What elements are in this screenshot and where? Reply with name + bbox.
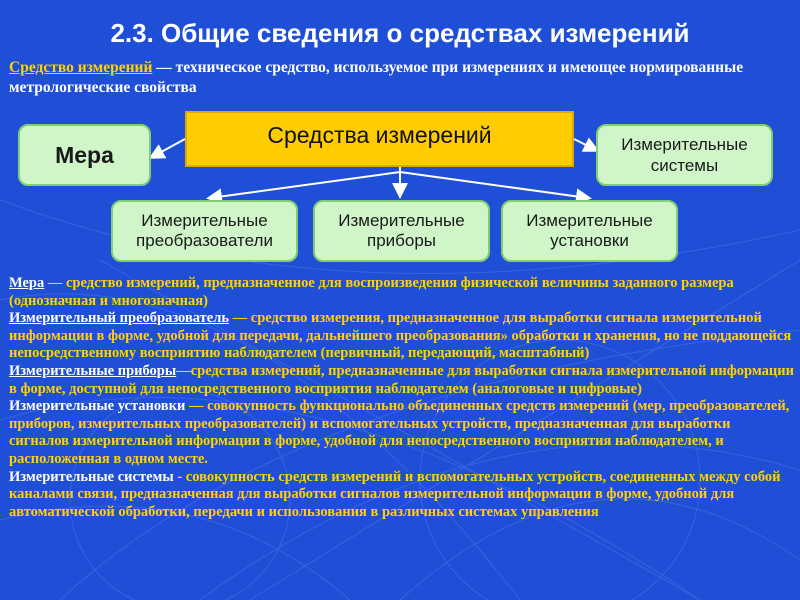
term-converter: Измерительный преобразователь: [9, 310, 230, 327]
arrow-to-converters: [210, 172, 400, 198]
term-instruments: Измерительные приборы: [9, 362, 177, 379]
text-installations: — совокупность функционально объединенных средств измерений (мер, преобразователей, приборов, измерительных преобразователей) и вспомогательных устройств, предназначенная для выработки сигналов измерительной информации в форме, удобной для непосредственного восприятия наблюдателем, и расположенная в одном месте.: [9, 398, 790, 467]
paragraph-mera: [9, 275, 794, 310]
slide-title: 2.3. Общие сведения о средствах измерений: [110, 18, 690, 48]
paragraph-instruments: [9, 363, 794, 398]
central-box: Средства измерений: [185, 111, 574, 167]
term-mera: Мера: [9, 275, 45, 291]
term-systems: Измерительные системы: [9, 468, 174, 485]
text-instruments: —средства измерений, предназначенные для выработки сигнала измерительной информации в форме, доступной для непосредственного восприятия наблюдателем (аналоговые и цифровые): [9, 362, 794, 397]
mera-box: Мера: [18, 124, 151, 186]
definitions-block: [9, 275, 794, 521]
systems-box: Измерительные системы: [596, 124, 773, 186]
arrow-to-mera: [152, 139, 185, 157]
term-installations: Измерительные установки: [9, 398, 186, 415]
converters-box: Измерительные преобразователи: [111, 200, 298, 262]
text-systems: - совокупность средств измерений и вспомогательных устройств, соединенных между собой каналами связи, предназначенная для выработки сигналов измерительной информации в форме, удобной для автоматической обработки, передачи и использования в различных системах управления: [9, 468, 781, 520]
arrow-to-installations: [400, 172, 588, 198]
definition-term: Средство измерений: [9, 59, 153, 76]
instruments-box: Измерительные приборы: [313, 200, 490, 262]
arrow-to-systems: [574, 139, 596, 150]
text-mera: — средство измерений, предназначенное для воспроизведения физической величины заданного размера (однозначная и многозначная): [9, 275, 734, 309]
paragraph-converter: [9, 310, 794, 363]
paragraph-installations: [9, 398, 794, 468]
installations-box: Измерительные установки: [501, 200, 678, 262]
paragraph-systems: [9, 469, 794, 522]
text-converter: — средство измерения, предназначенное для выработки сигнала измерительной информации в форме, удобной для передачи, дальнейшего преобразования» обработки и хранения, но не поддающейся непосредственному восприятию наблюдателем (первичный, передающий, масштабный): [9, 310, 792, 362]
definition-text: — техническое средство, используемое при измерениях и имеющее нормированные метрологические свойства: [9, 59, 744, 96]
